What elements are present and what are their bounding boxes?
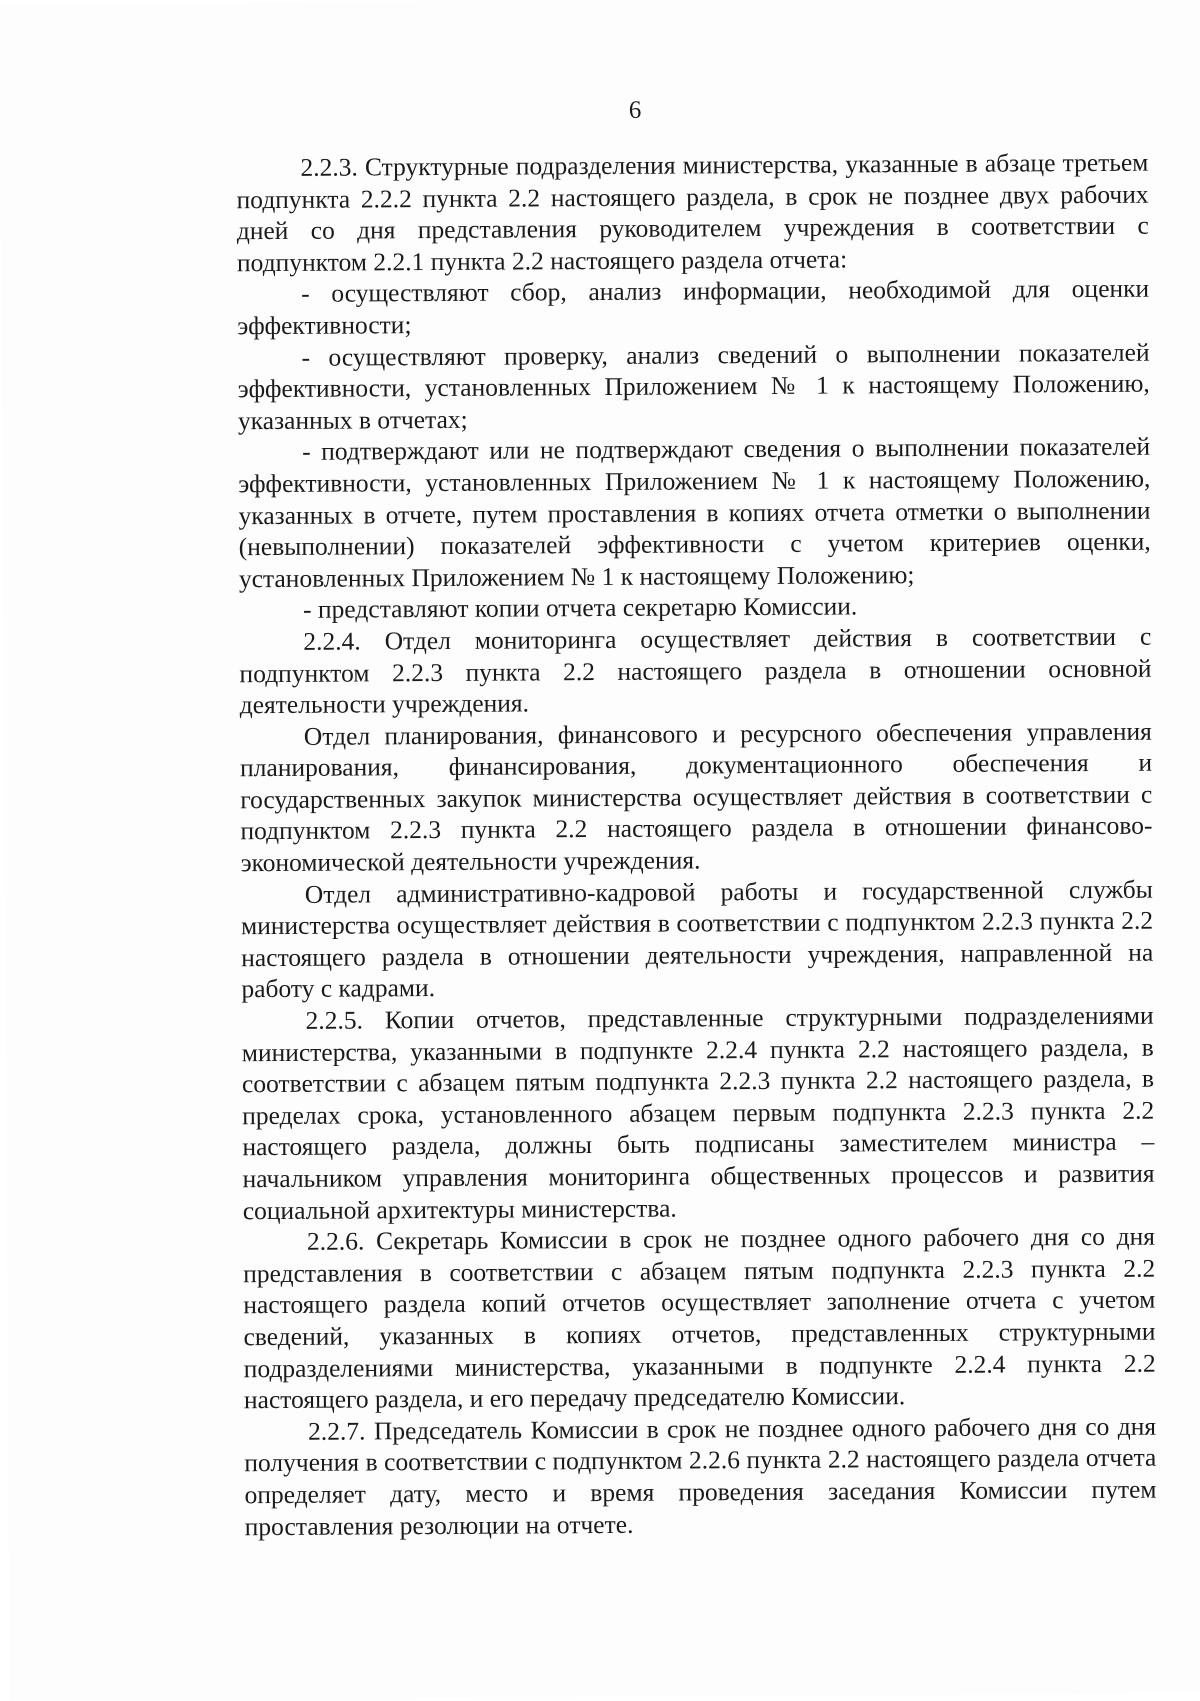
list-item-collect-analyze: - осуществляют сбор, анализ информации, необходимой для оценки эффективности;: [237, 274, 1150, 341]
list-item-verify-indicators: - осуществляют проверку, анализ сведений о выполнении показателей эффективности, установленных Приложением № 1 к настоящему Положению, указанных в отчетах;: [237, 337, 1150, 435]
document-body: [236, 147, 1156, 1543]
paragraph-hr-department: Отдел административно-кадровой работы и государственной службы министерства осуществляет действия в соответствии с подпунктом 2.2.3 пункта 2.2 настоящего раздела в отношении деятельности учреждения, направленной на работу с кадрами.: [240, 874, 1154, 1004]
paragraph-2-2-3: 2.2.3. Структурные подразделения министерства, указанные в абзаце третьем подпункта 2.2.2 пункта 2.2 настоящего раздела, в срок не позднее двух рабочих дней со дня представления руководителем учреждения в соответствии с подпунктом 2.2.1 пункта 2.2 настоящего раздела отчета:: [236, 147, 1149, 278]
paragraph-2-2-6: 2.2.6. Секретарь Комиссии в срок не позднее одного рабочего дня со дня представления в соответствии с абзацем пятым подпункта 2.2.3 пункта 2.2 настоящего раздела копий отчетов осуществляет заполнение отчета с учетом сведений, указанных в копиях отчетов, представленных структурными подразделениями министерства, указанными в подпункте 2.2.4 пункта 2.2 настоящего раздела, и его передачу председателю Комиссии.: [243, 1221, 1156, 1415]
page-number: 6: [628, 96, 642, 124]
paragraph-2-2-7: 2.2.7. Председатель Комиссии в срок не позднее одного рабочего дня со дня получения в соответствии с подпунктом 2.2.6 пункта 2.2 настоящего раздела отчета определяет дату, место и время проведения заседания Комиссии путем проставления резолюции на отчете.: [244, 1411, 1157, 1541]
list-item-confirm-indicators: - подтверждают или не подтверждают сведения о выполнении показателей эффективности, установленных Приложением № 1 к настоящему Положению, указанных в отчете, путем проставления в копиях отчета отметки о выполнении (невыполнении) показателей эффективности с учетом критериев оценки, установленных Приложением № 1 к настоящему Положению;: [238, 431, 1151, 593]
paragraph-2-2-4: 2.2.4. Отдел мониторинга осуществляет действия в соответствии с подпунктом 2.2.3 пункта 2.2 настоящего раздела в отношении основной деятельности учреждения.: [239, 621, 1152, 720]
list-item-submit-copies: - представляют копии отчета секретарю Комиссии.: [303, 591, 858, 625]
paragraph-2-2-5: 2.2.5. Копии отчетов, представленные структурными подразделениями министерства, указанными в подпункте 2.2.4 пункта 2.2 настоящего раздела, в соответствии с абзацем пятым подпункта 2.2.3 пункта 2.2 настоящего раздела, в пределах срока, установленного абзацем первым подпункта 2.2.3 пункта 2.2 настоящего раздела, должны быть подписаны заместителем министра – начальником управления мониторинга общественных процессов и развития социальной архитектуры министерства.: [241, 1000, 1155, 1225]
paragraph-planning-department: Отдел планирования, финансового и ресурсного обеспечения управления планирования, финансирования, документационного обеспечения и государственных закупок министерства осуществляет действия в соответствии с подпунктом 2.2.3 пункта 2.2 настоящего раздела в отношении финансово-экономической деятельности учреждения.: [239, 716, 1153, 878]
